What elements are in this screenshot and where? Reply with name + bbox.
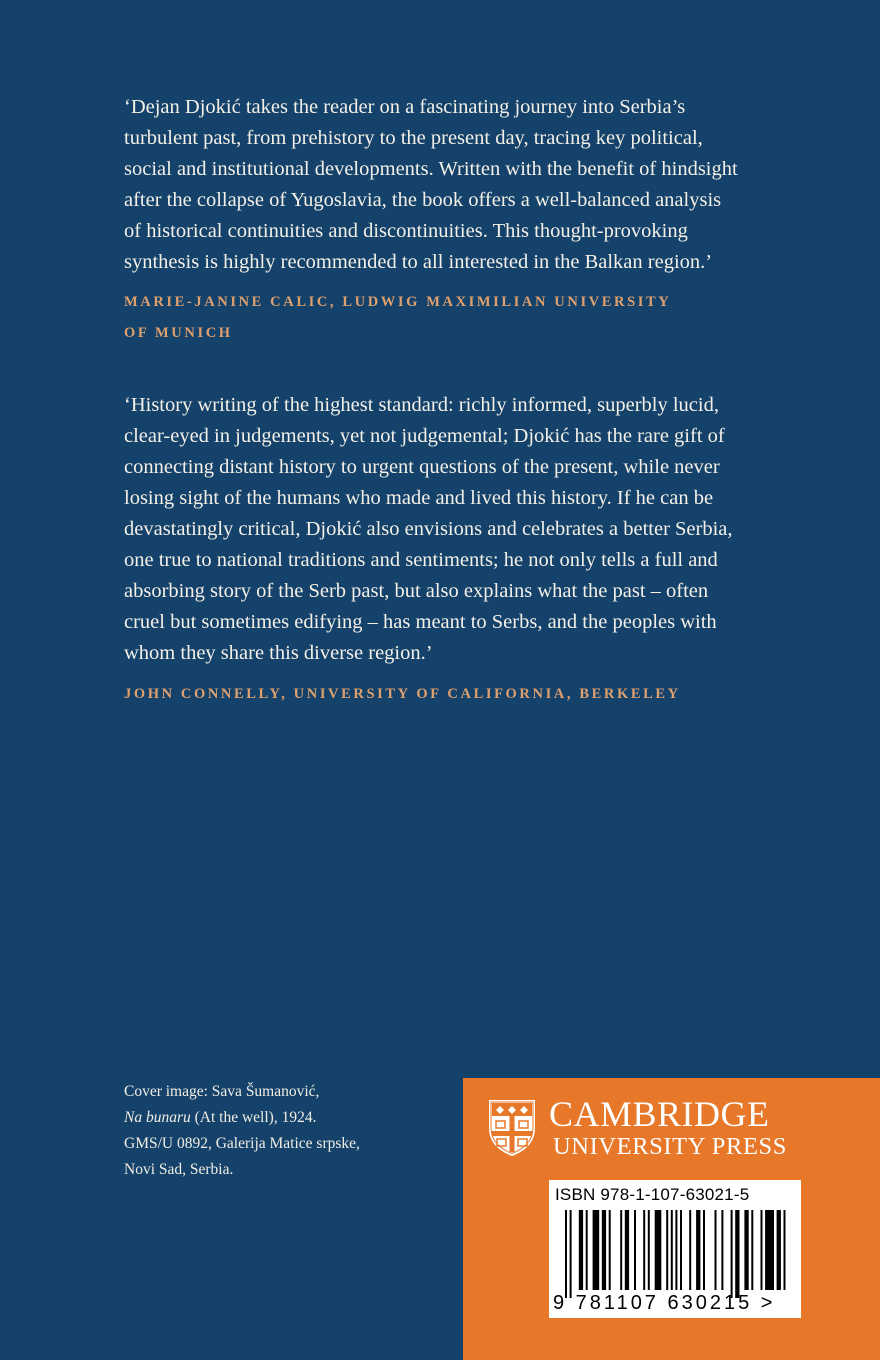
barcode-bar <box>744 1210 748 1290</box>
barcode-bar <box>777 1210 781 1290</box>
barcode-bar <box>565 1210 567 1298</box>
review-2-line: clear-eyed in judgements, yet not judgemental; Djokić has the rare gift of <box>124 425 725 447</box>
review-quote-1 <box>124 92 804 278</box>
attribution-1-line: MARIE-JANINE CALIC, LUDWIG MAXIMILIAN UNIVERSITY <box>124 294 672 310</box>
barcode-bar <box>579 1210 583 1290</box>
review-1-line: ‘Dejan Djokić takes the reader on a fascinating journey into Serbia’s <box>124 96 686 118</box>
review-2-line: cruel but sometimes edifying – has meant to Serbs, and the peoples with <box>124 611 717 633</box>
barcode-bar <box>666 1210 668 1290</box>
review-1-line: synthesis is highly recommended to all interested in the Balkan region.’ <box>124 251 713 273</box>
barcode-bar <box>751 1210 753 1290</box>
credit-line: GMS/U 0892, Galerija Matice srpske, <box>124 1135 360 1152</box>
review-attribution-1 <box>124 287 804 349</box>
attribution-1-line: OF MUNICH <box>124 325 233 341</box>
review-2-line: one true to national traditions and sentiments; he not only tells a full and <box>124 549 718 571</box>
review-2-line: absorbing story of the Serb past, but also explains what the past – often <box>124 580 709 602</box>
barcode-bar <box>602 1210 606 1290</box>
barcode-bar <box>784 1210 786 1290</box>
barcode-bar <box>703 1210 705 1290</box>
cover-image-credit <box>124 1079 444 1183</box>
barcode-bar <box>570 1210 572 1298</box>
artwork-details: (At the well), 1924. <box>190 1109 317 1126</box>
barcode-bar <box>721 1210 723 1290</box>
barcode-bar <box>715 1210 717 1290</box>
review-2-line: connecting distant history to urgent questions of the present, while never <box>124 456 720 478</box>
barcode-bar <box>655 1210 662 1290</box>
barcode-bar <box>680 1210 682 1290</box>
isbn-label: ISBN 978-1-107-63021-5 <box>555 1185 750 1204</box>
barcode-bar <box>689 1210 691 1290</box>
publisher-name: CAMBRIDGE <box>549 1094 770 1134</box>
barcode-bar <box>593 1210 600 1290</box>
review-2-line: ‘History writing of the highest standard: richly informed, superbly lucid, <box>124 394 719 416</box>
review-1-line: turbulent past, from prehistory to the present day, tracing key political, <box>124 127 703 149</box>
barcode-bar <box>625 1210 629 1290</box>
attribution-2-line: JOHN CONNELLY, UNIVERSITY OF CALIFORNIA, BERKELEY <box>124 686 681 702</box>
review-2-line: whom they share this diverse region.’ <box>124 642 433 664</box>
artwork-title: Na bunaru <box>124 1109 191 1126</box>
quiet-zone-marker: > <box>760 1292 776 1314</box>
credit-line <box>124 1105 444 1131</box>
barcode-bar <box>735 1210 739 1298</box>
review-quote-2 <box>124 390 804 669</box>
review-2-line: losing sight of the humans who made and lived this history. If he can be <box>124 487 714 509</box>
credit-line: Cover image: Sava Šumanović, <box>124 1083 320 1100</box>
barcode-bar <box>648 1210 650 1290</box>
credit-line: Novi Sad, Serbia. <box>124 1161 234 1178</box>
review-1-line: social and institutional developments. Written with the benefit of hindsight <box>124 158 738 180</box>
review-attribution-2 <box>124 679 804 710</box>
barcode-bar <box>586 1210 588 1290</box>
barcode-bar <box>675 1210 677 1290</box>
publisher-subname: UNIVERSITY PRESS <box>553 1133 787 1160</box>
cambridge-shield-icon <box>487 1098 537 1158</box>
barcode-bar <box>696 1210 700 1290</box>
barcode-bar <box>643 1210 645 1290</box>
review-2-line: devastatingly critical, Djokić also envisions and celebrates a better Serbia, <box>124 518 733 540</box>
ean-number: 9 781107 630215 <box>553 1292 753 1314</box>
publisher-panel <box>463 1078 880 1360</box>
barcode-bar <box>634 1210 636 1290</box>
barcode-bar <box>761 1210 763 1290</box>
ean-digits <box>553 1292 775 1314</box>
isbn-barcode <box>549 1180 801 1318</box>
barcode-bar <box>671 1210 673 1290</box>
review-1-line: of historical continuities and discontinuities. This thought-provoking <box>124 220 688 242</box>
barcode-bar <box>609 1210 611 1290</box>
barcode-bar <box>765 1210 774 1290</box>
barcode-bar <box>731 1210 733 1298</box>
barcode-bar <box>620 1210 622 1290</box>
review-1-line: after the collapse of Yugoslavia, the book offers a well-balanced analysis <box>124 189 722 211</box>
